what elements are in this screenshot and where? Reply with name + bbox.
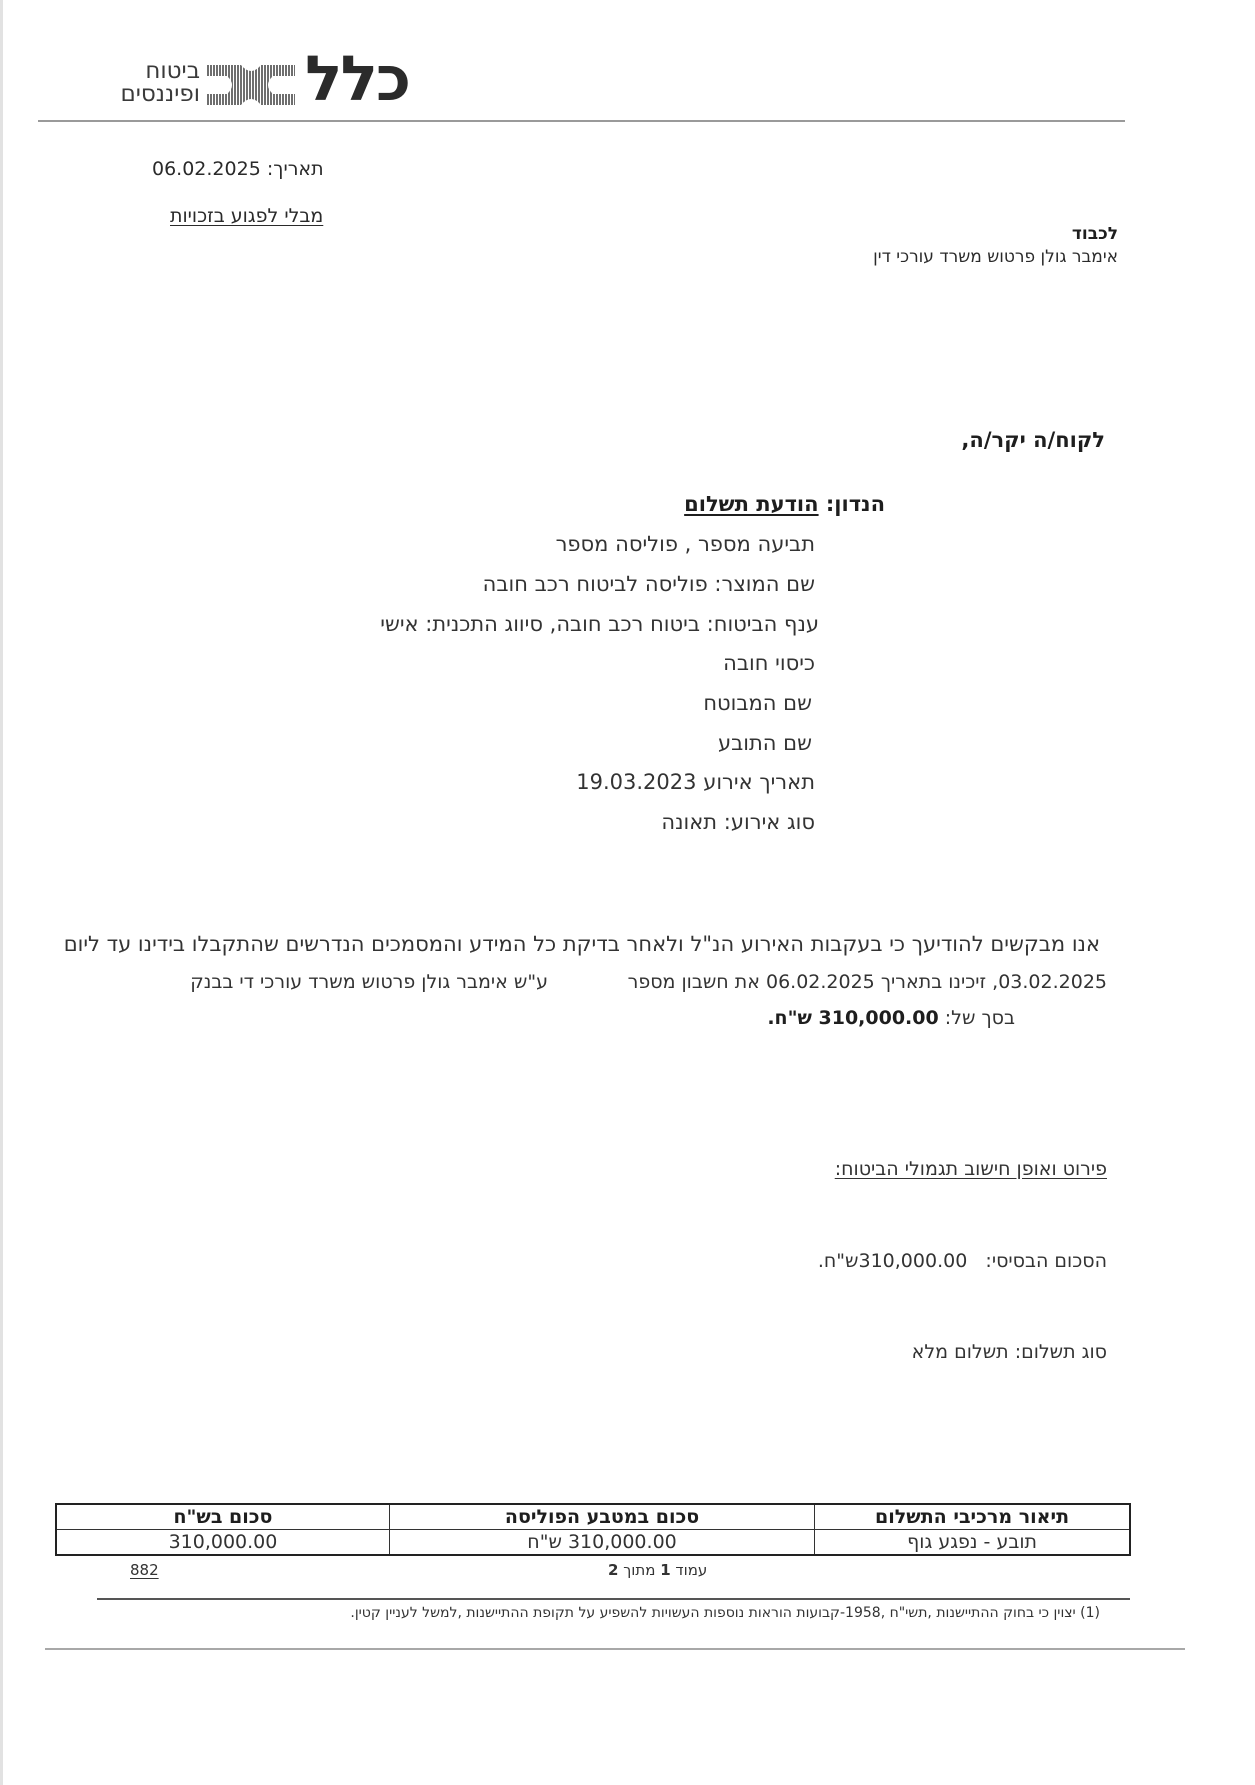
product-name: שם המוצר: פוליסה לביטוח רכב חובה <box>482 572 815 596</box>
logo-subtitle-line2: ופיננסים <box>120 81 200 107</box>
date-value: 06.02.2025 <box>152 158 261 180</box>
recipient-name: אימבר גולן פרטוש משרד עורכי דין <box>873 247 1118 267</box>
event-type: סוג אירוע: תאונה <box>661 810 815 834</box>
insured-name: שם המבוטח <box>703 691 812 715</box>
footnote-rule <box>97 1598 1130 1600</box>
breakdown-heading: פירוט ואופן חישוב תגמולי הביטוח: <box>834 1158 1107 1180</box>
claim-policy-number: תביעה מספר , פוליסה מספר <box>555 532 815 556</box>
logo-subtitle-line1: ביטוח <box>145 58 200 84</box>
without-prejudice-note: מבלי לפגוע בזכויות <box>170 205 324 227</box>
page-edge <box>0 0 3 1785</box>
base-sum-value: 310,000.00ש"ח. <box>817 1250 968 1272</box>
page-word: עמוד <box>675 1561 708 1579</box>
table-row <box>56 1530 1130 1556</box>
base-sum <box>818 1250 1107 1272</box>
page-of-word: מתוך <box>623 1561 656 1579</box>
claimant-name: שם התובע <box>717 731 812 755</box>
col-header-ils-amount: סכום בש"ח <box>56 1504 389 1530</box>
subject-label: הנדון: <box>825 492 885 516</box>
to-label: לכבוד <box>1071 224 1118 244</box>
page-total: 2 <box>608 1561 619 1579</box>
subject-value: הודעת תשלום <box>684 492 819 516</box>
header-rule <box>38 120 1125 122</box>
document-code: 882 <box>130 1561 159 1579</box>
logo-wordmark: כלל <box>305 42 410 115</box>
body-line-2-b: ע"ש אימבר גולן פרטוש משרד עורכי די בבנק <box>190 971 548 993</box>
payment-type: סוג תשלום: תשלום מלא <box>911 1341 1107 1363</box>
table-header-row <box>56 1504 1130 1530</box>
body-line-2-a: 03.02.2025, זיכינו בתאריך 06.02.2025 את חשבון מספר <box>627 971 1107 993</box>
bottom-rule <box>45 1648 1185 1650</box>
cell-policy-currency-amount: 310,000.00 ש"ח <box>389 1530 814 1556</box>
base-sum-label: הסכום הבסיסי: <box>985 1250 1107 1272</box>
coverage: כיסוי חובה <box>723 651 815 675</box>
cell-ils-amount: 310,000.00 <box>56 1530 389 1556</box>
footnote: (1) יצוין כי בחוק ההתיישנות ,תשי"ח ,1958-קבועות הוראות נוספות העשויות להשפיע על תקופת ההתיישנות ,למשל לעניין קטין. <box>350 1605 1100 1621</box>
letter-date <box>152 158 324 180</box>
col-header-policy-currency: סכום במטבע הפוליסה <box>389 1504 814 1530</box>
body-line-3 <box>767 1007 1015 1029</box>
salutation: לקוח/ה יקר/ה, <box>961 428 1105 452</box>
date-label: תאריך: <box>266 158 324 180</box>
subject-line <box>684 492 885 516</box>
page-number: 1 <box>660 1561 671 1579</box>
amount-value: 310,000.00 ש"ח. <box>767 1007 939 1029</box>
event-date: תאריך אירוע 19.03.2023 <box>576 770 815 794</box>
cell-description: תובע - נפגע גוף <box>815 1530 1130 1556</box>
insurance-branch: ענף הביטוח: ביטוח רכב חובה, סיווג התכנית: אישי <box>380 612 819 636</box>
body-line-1: אנו מבקשים להודיעך כי בעקבות האירוע הנ"ל ולאחר בדיקת כל המידע והמסמכים הנדרשים שהתקבלו בידינו עד ליום <box>63 932 1100 956</box>
amount-label: בסך של: <box>944 1007 1015 1029</box>
company-logo <box>105 42 450 116</box>
page-indicator <box>608 1561 707 1579</box>
col-header-description: תיאור מרכיבי התשלום <box>815 1504 1130 1530</box>
logo-subtitle <box>105 60 200 106</box>
clal-x-mark-icon <box>207 65 295 105</box>
payment-components-table <box>55 1503 1131 1556</box>
